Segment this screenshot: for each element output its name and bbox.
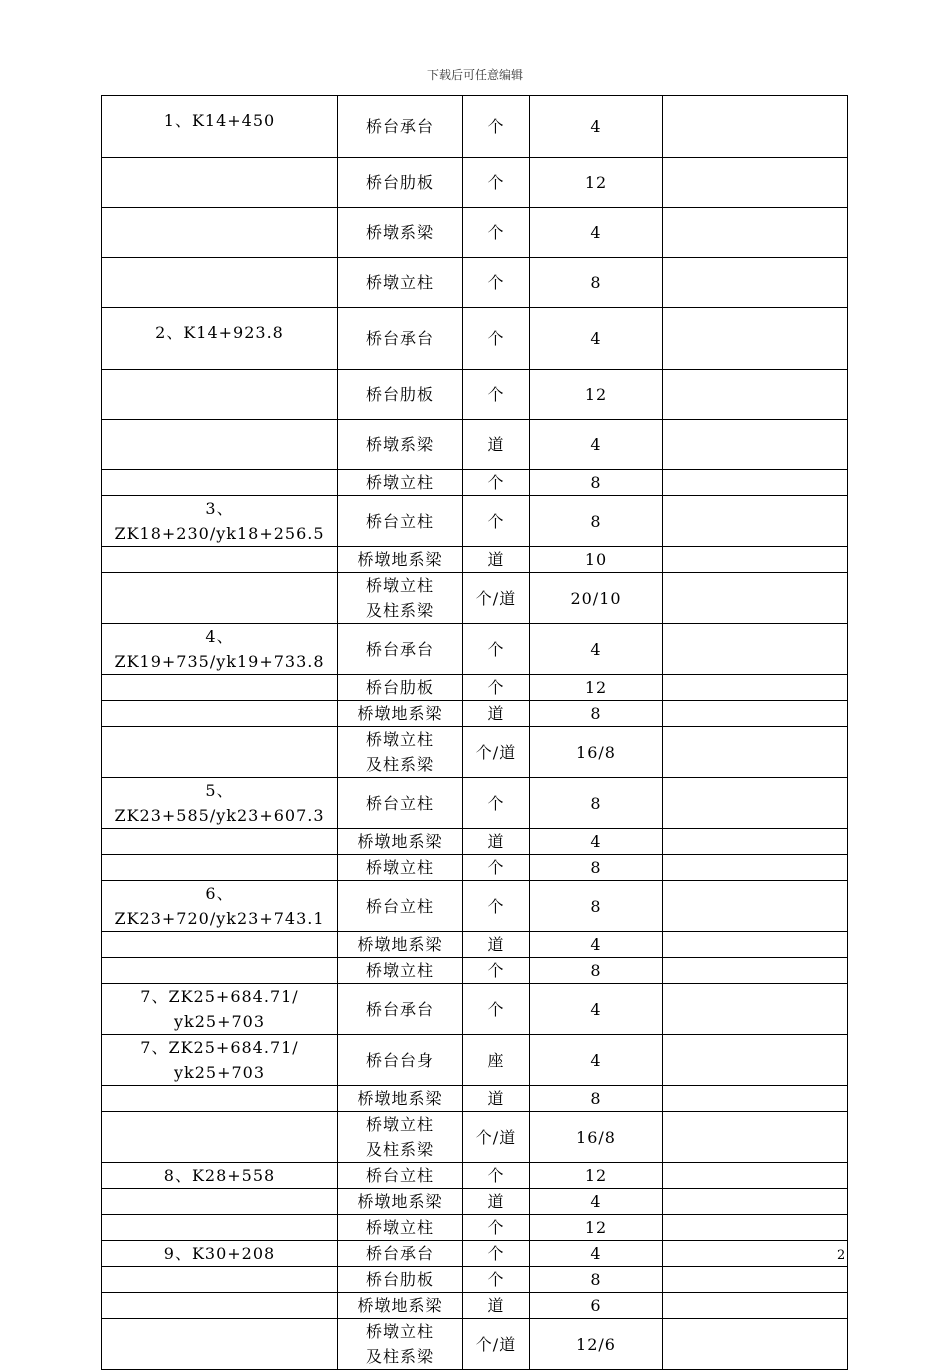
unit-cell: 个 [463,370,530,420]
location-line: yk25+703 [173,1012,266,1031]
quantity-cell: 8 [530,1267,663,1293]
unit-cell: 个 [463,158,530,208]
location-cell: 4、ZK19+735/yk19+733.8 [102,624,338,675]
item-cell: 桥墩地系梁 [338,701,463,727]
item-cell [338,573,463,624]
table-row [102,1293,848,1319]
note-cell [663,1241,848,1267]
unit-cell: 个/道 [463,1319,530,1370]
table-row [102,829,848,855]
note-cell [663,258,848,308]
note-cell [663,1035,848,1086]
location-cell: 9、K30+208 [102,1241,338,1267]
item-cell [338,727,463,778]
location-cell [102,829,338,855]
location-cell: 8、K28+558 [102,1163,338,1189]
quantity-cell: 8 [530,855,663,881]
unit-cell: 个 [463,308,530,370]
note-cell [663,1189,848,1215]
unit-cell: 个 [463,1267,530,1293]
quantity-cell: 4 [530,308,663,370]
note-cell [663,1215,848,1241]
item-cell [338,1112,463,1163]
unit-cell: 个 [463,470,530,496]
item-line: 桥墩立柱 [365,1322,434,1341]
location-cell [102,573,338,624]
note-cell [663,547,848,573]
item-cell: 桥台肋板 [338,370,463,420]
table-row [102,1215,848,1241]
location-cell [102,258,338,308]
quantity-cell: 12/6 [530,1319,663,1370]
unit-cell: 道 [463,547,530,573]
item-cell: 桥墩地系梁 [338,547,463,573]
location-cell [102,1086,338,1112]
location-line: 7、ZK25+684.71/ [140,1038,299,1057]
location-cell [102,370,338,420]
location-cell [102,1293,338,1319]
quantity-cell: 12 [530,1163,663,1189]
item-cell: 桥台立柱 [338,1163,463,1189]
unit-cell: 道 [463,1189,530,1215]
quantity-cell: 8 [530,778,663,829]
quantity-cell: 8 [530,1086,663,1112]
quantity-cell: 12 [530,675,663,701]
location-cell [102,1215,338,1241]
table-row [102,370,848,420]
table-row [102,96,848,158]
table-row [102,1035,848,1086]
quantity-cell: 4 [530,932,663,958]
note-cell [663,1163,848,1189]
quantity-cell: 16/8 [530,1112,663,1163]
unit-cell: 个 [463,1163,530,1189]
unit-cell: 个/道 [463,573,530,624]
note-cell [663,420,848,470]
quantity-cell: 8 [530,496,663,547]
item-cell: 桥墩地系梁 [338,932,463,958]
note-cell [663,701,848,727]
unit-cell: 个 [463,96,530,158]
unit-cell: 道 [463,932,530,958]
quantity-cell: 12 [530,1215,663,1241]
location-cell [102,855,338,881]
quantity-table [101,95,848,1370]
location-line: yk25+703 [173,1063,266,1082]
unit-cell: 个/道 [463,727,530,778]
quantity-cell: 4 [530,208,663,258]
table-row [102,547,848,573]
unit-cell: 座 [463,1035,530,1086]
location-cell [102,1035,338,1086]
quantity-cell: 4 [530,420,663,470]
page-header: 下载后可任意编辑 [426,68,523,82]
item-cell: 桥台肋板 [338,158,463,208]
unit-cell: 个 [463,855,530,881]
item-cell: 桥台承台 [338,984,463,1035]
unit-cell: 个 [463,675,530,701]
item-line: 及柱系梁 [365,1140,434,1159]
location-cell [102,958,338,984]
location-cell: 3、ZK18+230/yk18+256.5 [102,496,338,547]
table-row [102,573,848,624]
item-line: 及柱系梁 [365,601,434,620]
quantity-cell: 4 [530,984,663,1035]
item-cell: 桥台肋板 [338,1267,463,1293]
unit-cell: 个 [463,1241,530,1267]
table-row [102,958,848,984]
table-row [102,624,848,675]
unit-cell: 道 [463,1293,530,1319]
unit-cell: 个 [463,778,530,829]
note-cell [663,158,848,208]
note-cell [663,778,848,829]
location-cell: 6、ZK23+720/yk23+743.1 [102,881,338,932]
location-cell [102,701,338,727]
table-row [102,208,848,258]
unit-cell: 道 [463,420,530,470]
table-row [102,1189,848,1215]
location-cell [102,547,338,573]
item-cell: 桥台承台 [338,308,463,370]
note-cell [663,573,848,624]
location-cell [102,1112,338,1163]
note-cell [663,308,848,370]
quantity-cell: 8 [530,958,663,984]
location-cell [102,932,338,958]
note-cell [663,932,848,958]
unit-cell: 个 [463,258,530,308]
item-cell: 桥台承台 [338,96,463,158]
note-cell [663,370,848,420]
item-cell: 桥墩立柱 [338,258,463,308]
item-line: 及柱系梁 [365,1347,434,1366]
location-cell [102,1319,338,1370]
quantity-cell: 4 [530,1035,663,1086]
table-row [102,258,848,308]
location-cell [102,1267,338,1293]
unit-cell: 个 [463,496,530,547]
quantity-cell: 16/8 [530,727,663,778]
note-cell [663,96,848,158]
unit-cell: 个/道 [463,1112,530,1163]
location-cell [102,158,338,208]
table-row [102,932,848,958]
unit-cell: 个 [463,1215,530,1241]
unit-cell: 个 [463,958,530,984]
quantity-cell: 8 [530,881,663,932]
note-cell [663,675,848,701]
note-cell [663,1112,848,1163]
item-cell: 桥台立柱 [338,881,463,932]
table-row [102,855,848,881]
unit-cell: 道 [463,701,530,727]
table-row [102,1241,848,1267]
item-cell: 桥墩立柱 [338,958,463,984]
item-cell: 桥台肋板 [338,675,463,701]
page-number: 2 [837,1248,846,1263]
unit-cell: 个 [463,881,530,932]
table-row [102,1163,848,1189]
location-cell: 1、K14+450 [102,96,338,158]
note-cell [663,958,848,984]
location-cell [102,470,338,496]
item-line: 桥墩立柱 [365,730,434,749]
table-row [102,470,848,496]
item-line: 桥墩立柱 [365,576,434,595]
table-row [102,1267,848,1293]
note-cell [663,1086,848,1112]
item-cell: 桥墩地系梁 [338,1086,463,1112]
location-cell [102,727,338,778]
table-row [102,308,848,370]
quantity-cell: 12 [530,158,663,208]
note-cell [663,470,848,496]
note-cell [663,1267,848,1293]
quantity-cell: 4 [530,96,663,158]
location-cell: 2、K14+923.8 [102,308,338,370]
table-row [102,420,848,470]
item-line: 及柱系梁 [365,755,434,774]
item-cell: 桥墩地系梁 [338,1293,463,1319]
unit-cell: 道 [463,1086,530,1112]
item-cell [338,1319,463,1370]
unit-cell: 个 [463,624,530,675]
item-cell: 桥墩立柱 [338,470,463,496]
note-cell [663,829,848,855]
note-cell [663,984,848,1035]
note-cell [663,1319,848,1370]
table-row [102,778,848,829]
quantity-cell: 8 [530,258,663,308]
quantity-cell: 4 [530,1241,663,1267]
location-cell [102,675,338,701]
table-row [102,1112,848,1163]
location-cell: 5、ZK23+585/yk23+607.3 [102,778,338,829]
item-cell: 桥台台身 [338,1035,463,1086]
note-cell [663,727,848,778]
unit-cell: 个 [463,208,530,258]
note-cell [663,881,848,932]
table-row [102,496,848,547]
item-cell: 桥墩系梁 [338,420,463,470]
quantity-cell: 8 [530,701,663,727]
item-cell: 桥台立柱 [338,778,463,829]
table-row [102,158,848,208]
quantity-cell: 4 [530,829,663,855]
table-row [102,675,848,701]
table-row [102,701,848,727]
item-line: 桥墩立柱 [365,1115,434,1134]
location-cell [102,420,338,470]
quantity-cell: 8 [530,470,663,496]
table-row [102,727,848,778]
location-cell [102,1189,338,1215]
note-cell [663,624,848,675]
unit-cell: 道 [463,829,530,855]
item-cell: 桥墩立柱 [338,855,463,881]
note-cell [663,1293,848,1319]
quantity-cell: 20/10 [530,573,663,624]
note-cell [663,855,848,881]
quantity-cell: 10 [530,547,663,573]
table-row [102,984,848,1035]
unit-cell: 个 [463,984,530,1035]
location-cell [102,984,338,1035]
item-cell: 桥墩系梁 [338,208,463,258]
item-cell: 桥台承台 [338,624,463,675]
item-cell: 桥墩地系梁 [338,829,463,855]
location-line: 7、ZK25+684.71/ [140,987,299,1006]
item-cell: 桥台承台 [338,1241,463,1267]
note-cell [663,496,848,547]
table-row [102,881,848,932]
table-row [102,1319,848,1370]
note-cell [663,208,848,258]
quantity-cell: 4 [530,1189,663,1215]
item-cell: 桥墩地系梁 [338,1189,463,1215]
table-row [102,1086,848,1112]
quantity-cell: 12 [530,370,663,420]
location-cell [102,208,338,258]
item-cell: 桥墩立柱 [338,1215,463,1241]
quantity-cell: 4 [530,624,663,675]
item-cell: 桥台立柱 [338,496,463,547]
quantity-cell: 6 [530,1293,663,1319]
